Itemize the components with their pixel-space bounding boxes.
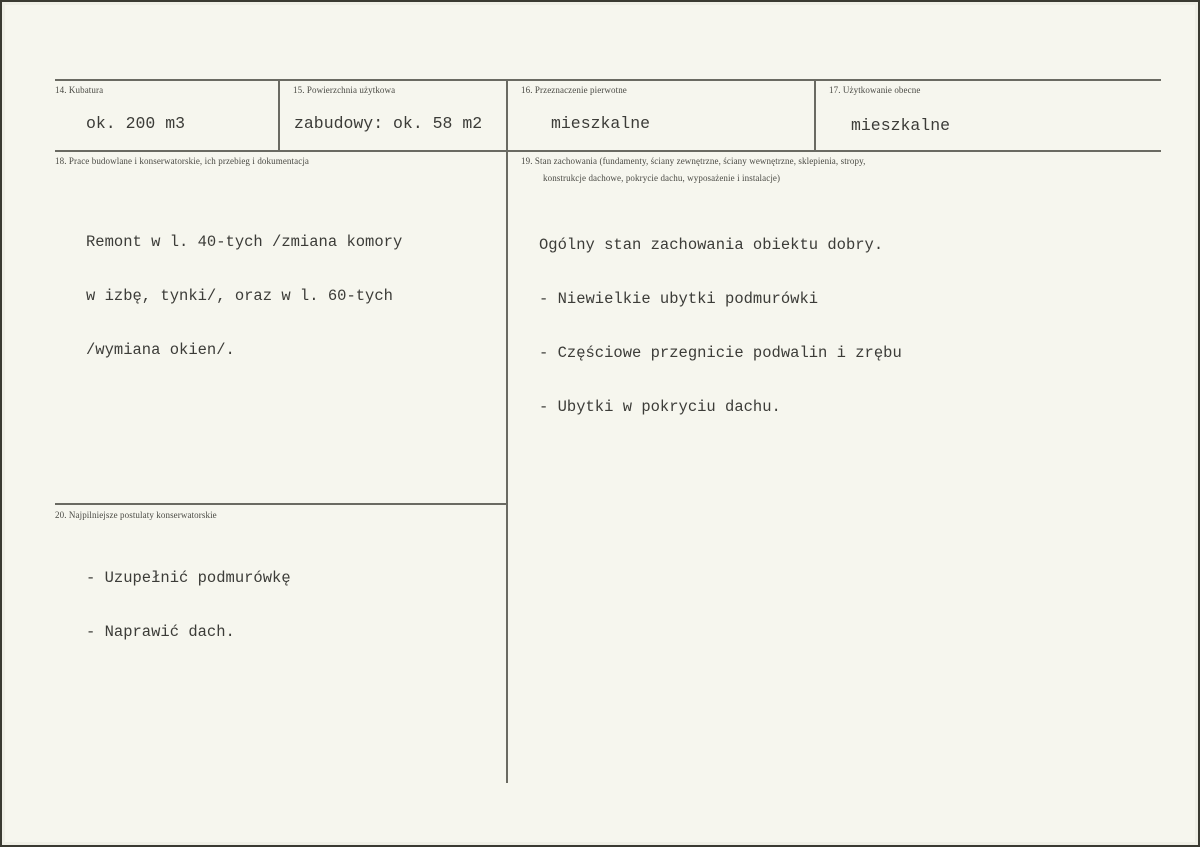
divider-16-17 xyxy=(814,80,816,150)
label-prace: 18. Prace budowlane i konserwatorskie, ich przebieg i dokumentacja xyxy=(55,156,310,166)
divider-14-15 xyxy=(278,80,280,150)
label-przeznaczenie: 16. Przeznaczenie pierwotne xyxy=(521,85,627,95)
label-powierzchnia: 15. Powierzchnia użytkowa xyxy=(293,85,396,95)
label-kubatura: 14. Kubatura xyxy=(55,85,104,95)
rule-20 xyxy=(55,503,506,505)
stan-line: - Niewielkie ubytki podmurówki xyxy=(539,290,819,308)
divider-main xyxy=(506,150,508,783)
stan-line: - Ubytki w pokryciu dachu. xyxy=(539,398,781,416)
divider-15-16 xyxy=(506,80,508,150)
prace-line: w izbę, tynki/, oraz w l. 60-tych xyxy=(86,287,393,305)
text-prace xyxy=(86,197,402,395)
top-rule xyxy=(55,79,1161,81)
postulaty-line: - Uzupełnić podmurówkę xyxy=(86,569,291,587)
label-uzytkowanie: 17. Użytkowanie obecne xyxy=(829,85,921,95)
postulaty-line: - Naprawić dach. xyxy=(86,623,235,641)
value-uzytkowanie: mieszkalne xyxy=(851,116,951,135)
value-powierzchnia: zabudowy: ok. 58 m2 xyxy=(294,114,483,133)
value-przeznaczenie: mieszkalne xyxy=(551,114,651,133)
label-stan-line1: 19. Stan zachowania (fundamenty, ściany zewnętrzne, ściany wewnętrzne, sklepienia, stropy, xyxy=(521,156,866,166)
stan-line: Ogólny stan zachowania obiektu dobry. xyxy=(539,236,884,254)
label-postulaty: 20. Najpilniejsze postulaty konserwatorskie xyxy=(55,510,217,520)
value-kubatura: ok. 200 m3 xyxy=(86,114,186,133)
prace-line: /wymiana okien/. xyxy=(86,341,235,359)
stan-line: - Częściowe przegnicie podwalin i zrębu xyxy=(539,344,902,362)
row-rule xyxy=(55,150,1161,152)
prace-line: Remont w l. 40-tych /zmiana komory xyxy=(86,233,403,251)
label-stan-line2: konstrukcje dachowe, pokrycie dachu, wyposażenie i instalacje) xyxy=(543,173,781,183)
text-stan xyxy=(539,200,902,452)
text-postulaty xyxy=(86,533,291,677)
